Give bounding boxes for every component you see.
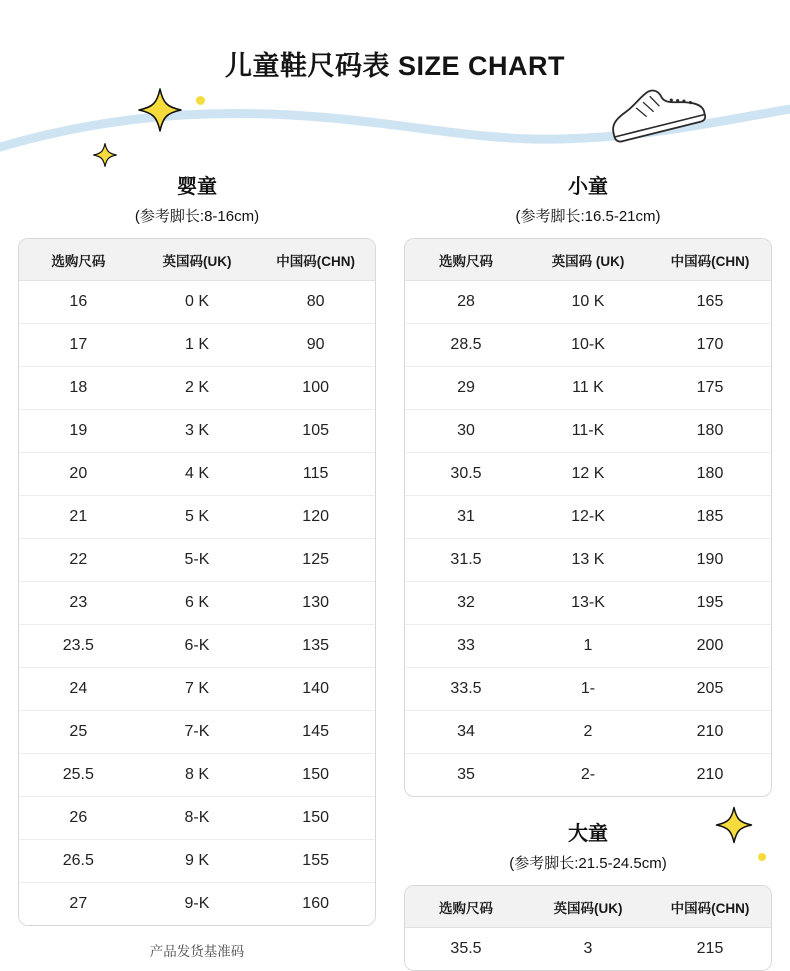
cell-chn: 200: [649, 625, 771, 668]
cell-uk: 12-K: [527, 496, 649, 539]
column-header-size: 选购尺码: [405, 239, 527, 281]
table-infant: [19, 239, 375, 925]
cell-size: 33: [405, 625, 527, 668]
cell-size: 20: [19, 453, 138, 496]
table-header-row: [405, 886, 771, 928]
cell-uk: 2 K: [138, 367, 257, 410]
column-header-chn: 中国码(CHN): [649, 239, 771, 281]
column-header-uk: 英国码 (UK): [527, 239, 649, 281]
table-row: [19, 496, 375, 539]
cell-size: 27: [19, 883, 138, 926]
cell-uk: 9-K: [138, 883, 257, 926]
cell-chn: 155: [256, 840, 375, 883]
table-row: [405, 281, 771, 324]
cell-size: 23: [19, 582, 138, 625]
table-row: [19, 625, 375, 668]
cell-uk: 9 K: [138, 840, 257, 883]
cell-size: 26: [19, 797, 138, 840]
cell-chn: 190: [649, 539, 771, 582]
cell-chn: 215: [649, 928, 771, 971]
cell-uk: 0 K: [138, 281, 257, 324]
cell-size: 30: [405, 410, 527, 453]
table-row: [405, 496, 771, 539]
table-row: [405, 625, 771, 668]
cell-uk: 6 K: [138, 582, 257, 625]
cell-size: 34: [405, 711, 527, 754]
cell-chn: 195: [649, 582, 771, 625]
cell-chn: 120: [256, 496, 375, 539]
cell-uk: 10 K: [527, 281, 649, 324]
cell-chn: 145: [256, 711, 375, 754]
table-row: [405, 668, 771, 711]
cell-chn: 140: [256, 668, 375, 711]
cell-uk: 3: [527, 928, 649, 971]
cell-chn: 90: [256, 324, 375, 367]
cell-uk: 11 K: [527, 367, 649, 410]
column-header-size: 选购尺码: [405, 886, 527, 928]
cell-size: 28: [405, 281, 527, 324]
table-row: [19, 754, 375, 797]
section-subtitle-infant: (参考脚长:8-16cm): [134, 208, 260, 225]
table-row: [19, 281, 375, 324]
table-row: [19, 324, 375, 367]
column-header-chn: 中国码(CHN): [649, 886, 771, 928]
section-title-big-kid: 大童: [568, 823, 608, 845]
dot-decoration: [196, 96, 205, 105]
cell-uk: 5-K: [138, 539, 257, 582]
cell-uk: 1 K: [138, 324, 257, 367]
cell-uk: 3 K: [138, 410, 257, 453]
cell-uk: 13 K: [527, 539, 649, 582]
table-row: [405, 928, 771, 971]
cell-size: 16: [19, 281, 138, 324]
cell-size: 30.5: [405, 453, 527, 496]
table-big-kid: [405, 886, 771, 970]
table-row: [405, 539, 771, 582]
table-row: [19, 668, 375, 711]
table-row: [19, 539, 375, 582]
cell-uk: 7-K: [138, 711, 257, 754]
cell-uk: 5 K: [138, 496, 257, 539]
cell-chn: 160: [256, 883, 375, 926]
cell-uk: 6-K: [138, 625, 257, 668]
column-header-chn: 中国码(CHN): [256, 239, 375, 281]
cell-chn: 135: [256, 625, 375, 668]
page-title: 儿童鞋尺码表 SIZE CHART: [224, 51, 565, 81]
table-row: [405, 367, 771, 410]
table-row: [19, 410, 375, 453]
size-table-small-kid: [404, 238, 772, 797]
cell-chn: 80: [256, 281, 375, 324]
section-subtitle-big-kid: (参考脚长:21.5-24.5cm): [509, 855, 667, 872]
cell-uk: 7 K: [138, 668, 257, 711]
cell-chn: 115: [256, 453, 375, 496]
size-chart-body: [0, 170, 790, 959]
section-title-small-kid: 小童: [568, 176, 608, 198]
cell-size: 35.5: [405, 928, 527, 971]
sparkle-icon: [136, 86, 184, 139]
cell-chn: 205: [649, 668, 771, 711]
cell-chn: 150: [256, 754, 375, 797]
cell-size: 25.5: [19, 754, 138, 797]
table-header-row: [405, 239, 771, 281]
column-header-uk: 英国码(UK): [138, 239, 257, 281]
column-header-size: 选购尺码: [19, 239, 138, 281]
cell-chn: 170: [649, 324, 771, 367]
cell-chn: 210: [649, 754, 771, 797]
table-row: [19, 453, 375, 496]
cell-size: 26.5: [19, 840, 138, 883]
cell-size: 23.5: [19, 625, 138, 668]
cell-uk: 10-K: [527, 324, 649, 367]
dot-decoration: [758, 853, 766, 861]
footnote-infant: 产品发货基准码: [149, 944, 245, 959]
section-infant: [18, 170, 376, 960]
cell-uk: 1: [527, 625, 649, 668]
cell-uk: 8-K: [138, 797, 257, 840]
cell-chn: 150: [256, 797, 375, 840]
sparkle-icon: [714, 805, 754, 850]
cell-uk: 12 K: [527, 453, 649, 496]
section-right-column: [404, 170, 772, 971]
cell-size: 19: [19, 410, 138, 453]
cell-size: 32: [405, 582, 527, 625]
section-title-infant: 婴童: [177, 176, 217, 198]
table-row: [19, 840, 375, 883]
table-row: [405, 754, 771, 797]
cell-chn: 180: [649, 410, 771, 453]
table-row: [19, 582, 375, 625]
cell-size: 18: [19, 367, 138, 410]
size-table-infant: [18, 238, 376, 926]
cell-size: 25: [19, 711, 138, 754]
cell-size: 21: [19, 496, 138, 539]
cell-uk: 4 K: [138, 453, 257, 496]
sparkle-icon-small: [92, 142, 118, 173]
table-row: [19, 711, 375, 754]
cell-uk: 1-: [527, 668, 649, 711]
table-small-kid: [405, 239, 771, 796]
table-row: [405, 582, 771, 625]
cell-size: 35: [405, 754, 527, 797]
column-header-uk: 英国码(UK): [527, 886, 649, 928]
cell-uk: 8 K: [138, 754, 257, 797]
cell-chn: 165: [649, 281, 771, 324]
table-row: [405, 410, 771, 453]
cell-size: 29: [405, 367, 527, 410]
page-header: [0, 0, 790, 170]
cell-chn: 105: [256, 410, 375, 453]
cell-chn: 130: [256, 582, 375, 625]
cell-chn: 210: [649, 711, 771, 754]
table-row: [19, 797, 375, 840]
cell-chn: 185: [649, 496, 771, 539]
size-table-big-kid: [404, 885, 772, 971]
cell-size: 28.5: [405, 324, 527, 367]
cell-uk: 2-: [527, 754, 649, 797]
table-row: [19, 367, 375, 410]
sneaker-icon: [602, 82, 712, 144]
cell-chn: 125: [256, 539, 375, 582]
cell-chn: 100: [256, 367, 375, 410]
cell-size: 17: [19, 324, 138, 367]
cell-size: 22: [19, 539, 138, 582]
cell-uk: 13-K: [527, 582, 649, 625]
cell-chn: 175: [649, 367, 771, 410]
cell-chn: 180: [649, 453, 771, 496]
table-row: [405, 711, 771, 754]
cell-size: 33.5: [405, 668, 527, 711]
cell-uk: 2: [527, 711, 649, 754]
cell-uk: 11-K: [527, 410, 649, 453]
table-row: [19, 883, 375, 926]
table-row: [405, 324, 771, 367]
cell-size: 31: [405, 496, 527, 539]
cell-size: 24: [19, 668, 138, 711]
table-row: [405, 453, 771, 496]
section-subtitle-small-kid: (参考脚长:16.5-21cm): [515, 208, 661, 225]
table-header-row: [19, 239, 375, 281]
cell-size: 31.5: [405, 539, 527, 582]
